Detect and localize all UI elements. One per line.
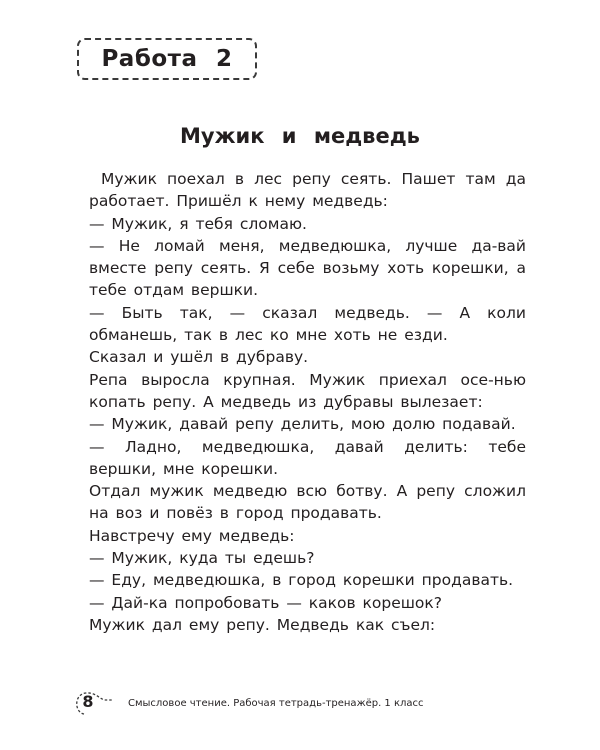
paragraph: — Не ломай меня, медведюшка, лучше да-вай вместе репу сеять. Я себе возьму хоть корешки, а тебе отдам вершки. bbox=[89, 236, 526, 300]
paragraph: Навстречу ему медведь: bbox=[89, 526, 295, 545]
paragraph: — Быть так, — сказал медведь. — А коли обманешь, так в лес ко мне хоть не езди. bbox=[89, 303, 526, 345]
paragraph: Мужик поехал в лес репу сеять. Пашет там да работает. Пришёл к нему медведь: bbox=[89, 170, 526, 211]
book-title: Смысловое чтение. Рабочая тетрадь-тренажёр. 1 класс bbox=[128, 697, 424, 709]
paragraph: Мужик дал ему репу. Медведь как съел: bbox=[89, 615, 436, 634]
page-number-badge bbox=[72, 690, 108, 716]
page-number: 8 bbox=[82, 692, 94, 711]
story-title: Мужик и медведь bbox=[180, 124, 420, 148]
paragraph: — Мужик, давай репу делить, мою долю подавай. bbox=[89, 415, 516, 434]
paragraph: — Мужик, куда ты едешь? bbox=[89, 549, 315, 568]
story-text bbox=[89, 168, 526, 636]
page-footer bbox=[72, 690, 424, 716]
paragraph: Сказал и ушёл в дубраву. bbox=[89, 348, 309, 367]
paragraph: — Еду, медведюшка, в город корешки продавать. bbox=[89, 571, 514, 590]
paragraph: — Дай-ка попробовать — каков корешок? bbox=[89, 593, 442, 612]
paragraph: — Ладно, медведюшка, давай делить: тебе вершки, мне корешки. bbox=[89, 437, 526, 478]
work-number-box bbox=[77, 38, 257, 80]
paragraph: — Мужик, я тебя сломаю. bbox=[89, 214, 307, 233]
paragraph: Отдал мужик медведю всю ботву. А репу сложил на воз и повёз в город продавать. bbox=[89, 482, 526, 523]
paragraph: Репа выросла крупная. Мужик приехал осе-нью копать репу. А медведь из дубравы вылезает: bbox=[89, 370, 526, 411]
work-label: Работа 2 bbox=[101, 46, 233, 72]
